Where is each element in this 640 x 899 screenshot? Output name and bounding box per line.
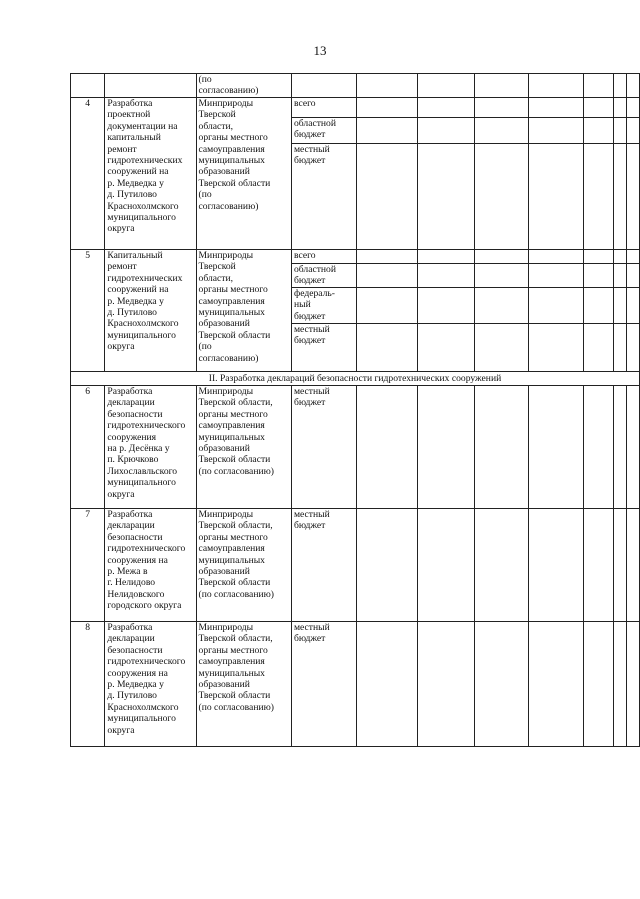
- measure-name: Разработка проектной документации на капитальный ремонт гидротехнических сооружений на р. Медведка у д. Путилово Краснохолмского муниципального округа: [107, 98, 183, 235]
- table-row-continuation: [71, 74, 640, 98]
- measure-name: Разработка декларации безопасности гидротехнического сооружения на р. Межа в г. Нелидово Нелидовского городского округа: [107, 509, 186, 612]
- executor-cell: Минприроды Тверской области, органы местного самоуправления муниципальных образований Тверской области (по согласованию): [198, 98, 271, 212]
- table-row: [71, 386, 640, 509]
- funding-source: областной бюджет: [293, 264, 336, 287]
- executor-cell: Минприроды Тверской области, органы местного самоуправления муниципальных образований Тверской области (по согласованию): [198, 386, 274, 477]
- funding-source: местный бюджет: [293, 509, 330, 532]
- section-header-row: [71, 372, 640, 386]
- row-number: 4: [71, 98, 105, 250]
- funding-source: всего: [293, 98, 316, 109]
- measures-table: [70, 73, 640, 747]
- funding-source: всего: [293, 250, 316, 261]
- page-number: 13: [313, 43, 327, 58]
- measure-name: Разработка декларации безопасности гидротехнического сооружения на р. Медведка у д. Путилово Краснохолмского муниципального округа: [107, 622, 186, 736]
- executor-cell: Минприроды Тверской области, органы местного самоуправления муниципальных образований Тверской области (по согласованию): [198, 250, 271, 364]
- measure-name: Капитальный ремонт гидротехнических сооружений на р. Медведка у д. Путилово Краснохолмского муниципального округа: [107, 250, 183, 353]
- row-number: 7: [71, 509, 105, 622]
- funding-source: местный бюджет: [293, 324, 330, 347]
- measure-name: Разработка декларации безопасности гидротехнического сооружения на р. Десёнка у п. Крючково Лихославльского муниципального округа: [107, 386, 186, 500]
- row-number: 6: [71, 386, 105, 509]
- table-row: [71, 250, 640, 264]
- table-row: [71, 509, 640, 622]
- funding-source: федераль- ный бюджет: [293, 288, 335, 322]
- funding-source: местный бюджет: [293, 622, 330, 645]
- executor-cell: Минприроды Тверской области, органы местного самоуправления муниципальных образований Тверской области (по согласованию): [198, 509, 274, 600]
- funding-source: местный бюджет: [293, 144, 330, 167]
- table-row: [71, 622, 640, 747]
- row-number: 5: [71, 250, 105, 372]
- funding-source: местный бюджет: [293, 386, 330, 409]
- executor-cell: Минприроды Тверской области, органы местного самоуправления муниципальных образований Тверской области (по согласованию): [198, 622, 274, 713]
- executor-cell: (по согласованию): [198, 74, 259, 97]
- table-row: [71, 98, 640, 118]
- row-number: 8: [71, 622, 105, 747]
- funding-source: областной бюджет: [293, 118, 336, 141]
- section-title: II. Разработка деклараций безопасности гидротехнических сооружений: [71, 372, 640, 386]
